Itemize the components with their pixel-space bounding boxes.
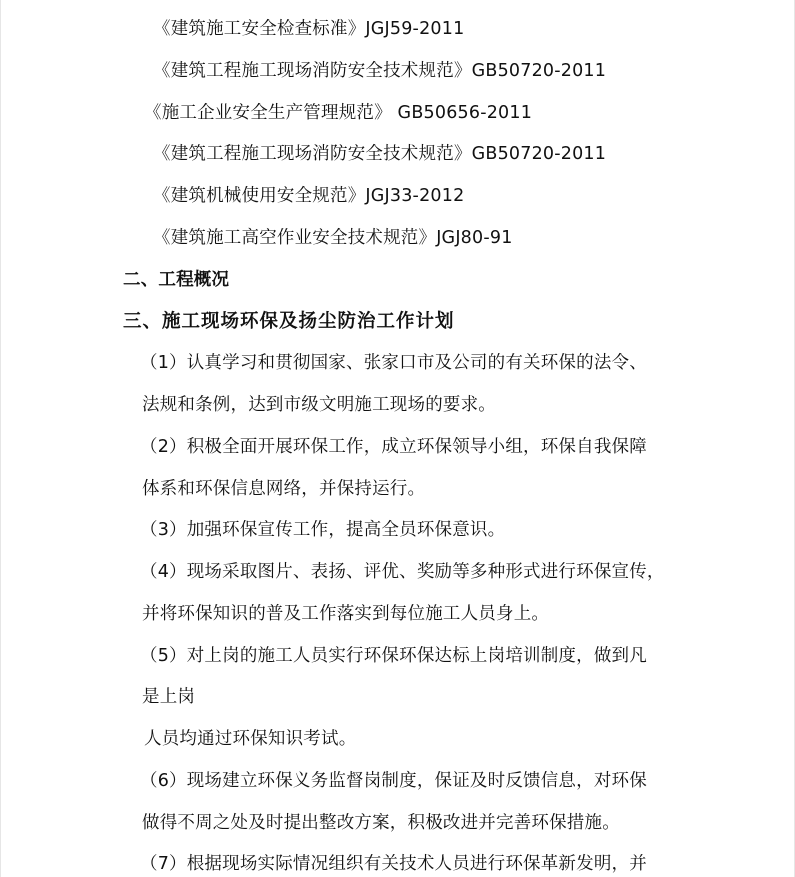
paragraph-line: （5）对上岗的施工人员实行环保环保达标上岗培训制度，做到凡 [140,646,647,666]
standard-item: 《施工企业安全生产管理规范》 GB50656-2011 [144,103,533,123]
paragraph-line: 人员均通过环保知识考试。 [144,729,357,749]
paragraph-line: 并将环保知识的普及工作落实到每位施工人员身上。 [142,604,550,624]
paragraph-line: （6）现场建立环保义务监督岗制度，保证及时反馈信息，对环保 [140,771,647,791]
standard-item: 《建筑施工高空作业安全技术规范》JGJ80-91 [153,228,513,248]
paragraph-line: （3）加强环保宣传工作，提高全员环保意识。 [140,520,506,540]
standard-item: 《建筑施工安全检查标准》JGJ59-2011 [153,19,465,39]
standard-item: 《建筑工程施工现场消防安全技术规范》GB50720-2011 [153,61,607,81]
paragraph-line: 做得不周之处及时提出整改方案，积极改进并完善环保措施。 [142,813,620,833]
standard-item: 《建筑机械使用安全规范》JGJ33-2012 [153,186,465,206]
section-heading: 三、施工现场环保及扬尘防治工作计划 [123,311,455,332]
paragraph-line: 是上岗 [142,687,196,707]
paragraph-line: （4）现场采取图片、表扬、评优、奖励等多种形式进行环保宣传， [140,562,665,582]
standard-item: 《建筑工程施工现场消防安全技术规范》GB50720-2011 [153,144,607,164]
paragraph-line: 法规和条例，达到市级文明施工现场的要求。 [142,395,496,415]
paragraph-line: （2）积极全面开展环保工作，成立环保领导小组，环保自我保障 [140,437,647,457]
section-heading: 二、工程概况 [123,270,230,290]
paragraph-line: 体系和环保信息网络，并保持运行。 [142,479,426,499]
paragraph-line: （7）根据现场实际情况组织有关技术人员进行环保革新发明，并 [140,854,647,874]
paragraph-line: （1）认真学习和贯彻国家、张家口市及公司的有关环保的法令、 [140,353,647,373]
